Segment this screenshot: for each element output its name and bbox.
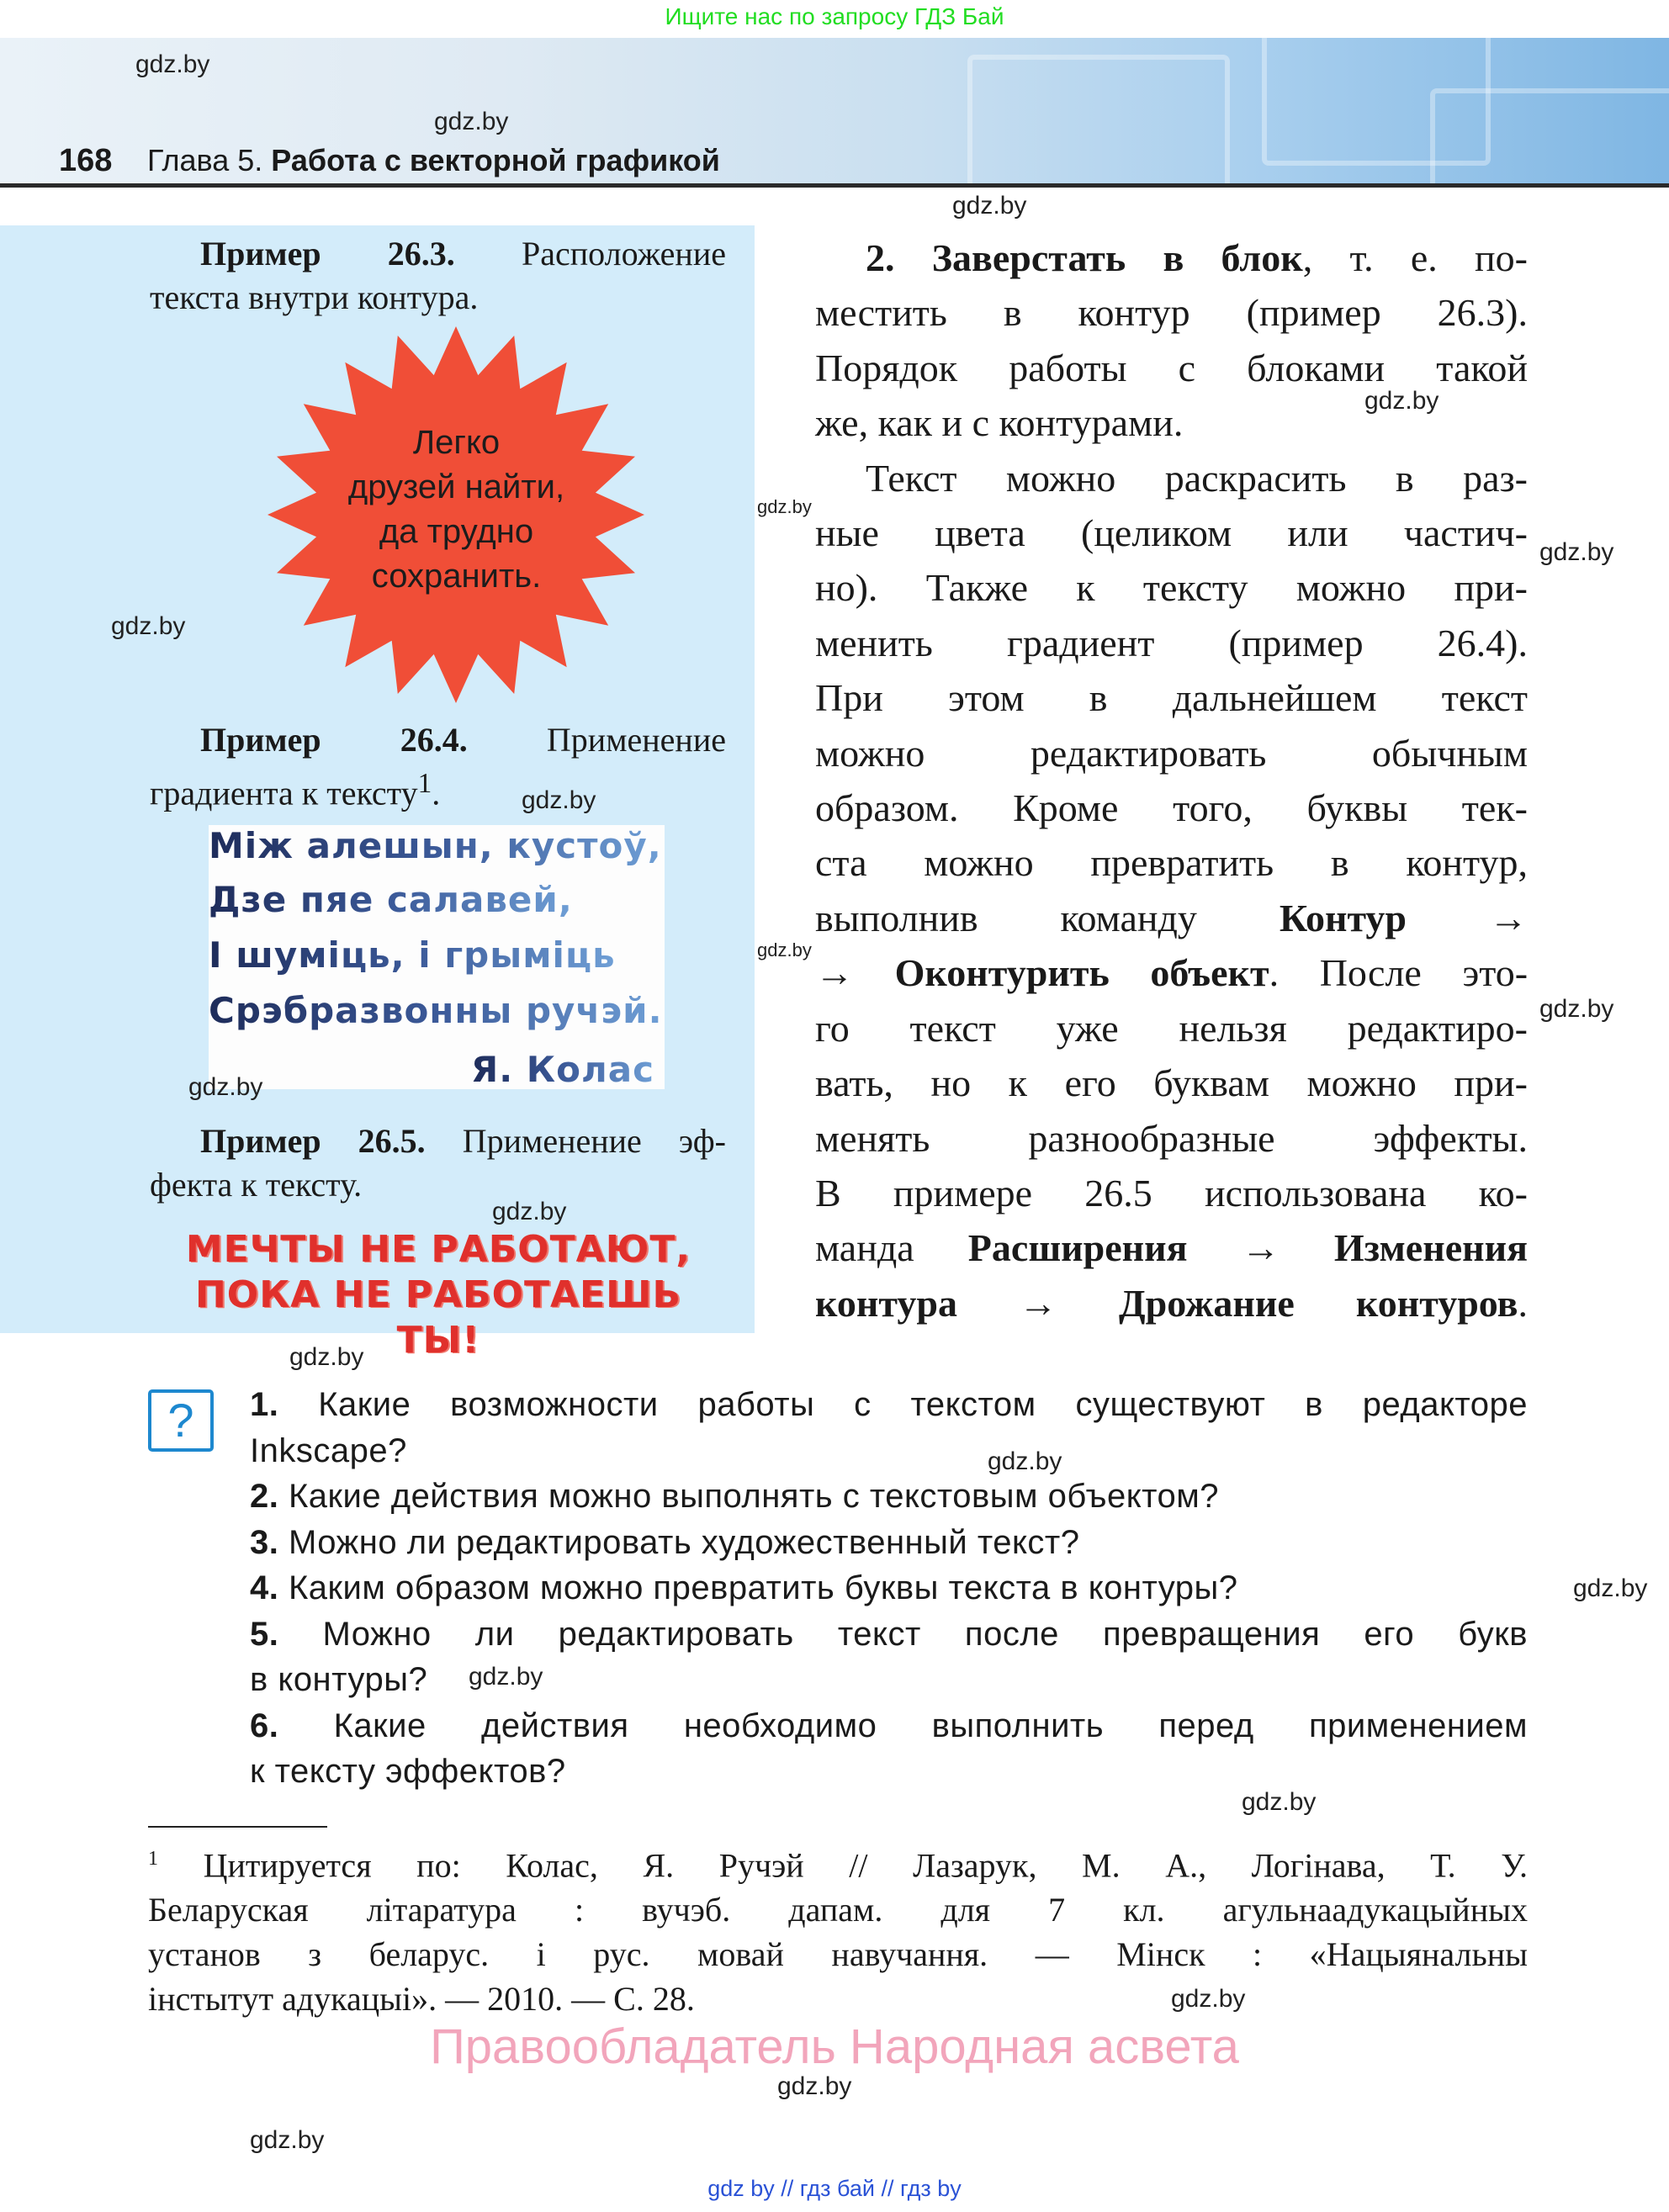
text-line — [148, 1887, 1528, 1932]
watermark: gdz.by — [289, 1343, 364, 1371]
text-segment: . После это- — [1269, 951, 1529, 995]
text-line — [815, 285, 1528, 340]
bold-term: 2. — [250, 1478, 279, 1515]
text-line — [250, 1382, 1528, 1428]
text-segment: Какие возможности работы с текстом существуют в редакторе — [278, 1386, 1528, 1423]
text-segment: Беларуская літаратура : вучэб. дапам. для 7 кл. агульнаадукацыйных — [148, 1891, 1528, 1929]
search-hint-banner: Ищите нас по запросу ГДЗ Бай — [665, 3, 1004, 29]
watermark: gdz.by — [757, 939, 812, 960]
text-segment: інстытут адукацыі». — 2010. — С. 28. — [148, 1980, 695, 2019]
text-segment: менить градиент (пример 26.4). — [815, 621, 1528, 664]
text-segment: Можно ли редактировать художественный текст? — [278, 1523, 1080, 1561]
watermark: gdz.by — [1539, 995, 1614, 1023]
text-segment: → — [815, 951, 895, 995]
text-line — [250, 1428, 407, 1474]
text-line — [815, 1276, 1528, 1331]
text-line — [148, 1932, 1528, 1977]
text-line — [815, 1220, 1528, 1275]
footnote-divider — [148, 1826, 327, 1828]
poem-line: Срэбразвонны ручэй. — [209, 990, 663, 1031]
bold-term: Контур — [1279, 896, 1407, 939]
text-segment: выполнив команду — [815, 896, 1280, 939]
example-26-3-caption — [150, 232, 726, 320]
watermark: gdz.by — [111, 612, 186, 640]
watermark: gdz.by — [1364, 387, 1439, 415]
watermark: gdz.by — [757, 496, 812, 517]
text-segment: манда — [815, 1226, 968, 1270]
poem-line: Дзе пяе салавей, — [209, 879, 573, 920]
text-line — [150, 232, 726, 276]
bold-term: Пример 26.3. — [200, 235, 455, 273]
bold-term: 2. Заверстать в блок — [866, 236, 1303, 279]
text-line — [815, 560, 1528, 615]
effect-line: ПОКА НЕ РАБОТАЕШЬ ТЫ! — [194, 1273, 682, 1362]
text-line — [815, 1056, 1528, 1110]
bold-term: Пример 26.5. — [200, 1122, 426, 1160]
text-segment: Каким образом можно превратить буквы текста в контуры? — [278, 1569, 1238, 1606]
text-line — [250, 1611, 1528, 1658]
text-segment: местить в контур (пример 26.3). — [815, 291, 1528, 335]
text-segment: Какие действия можно выполнять с текстовым объектом? — [278, 1478, 1220, 1515]
text-segment: Текст можно раскрасить в раз- — [866, 456, 1528, 500]
text-line — [815, 616, 1528, 670]
text-line — [815, 670, 1528, 725]
watermark: gdz.by — [988, 1447, 1062, 1475]
poem-line: І шуміць, і грыміць — [209, 934, 616, 976]
text-segment: Порядок работы с блоками такой — [815, 346, 1528, 389]
text-segment: к тексту эффектов? — [250, 1753, 566, 1790]
text-segment: . — [432, 774, 441, 812]
text-line — [250, 1703, 1528, 1749]
rights-holder-watermark: Правообладатель Народная асвета — [430, 2019, 1239, 2074]
text-segment: Какие действия необходимо выполнить перед применением — [278, 1707, 1528, 1744]
text-segment: . — [1518, 1281, 1528, 1325]
star-text-line: Легко — [412, 424, 501, 461]
text-segment: Цитируется по: Колас, Я. Ручэй // Лазарук, М. А., Логінава, Т. У. — [158, 1846, 1528, 1885]
text-segment: же, как и с контурами. — [815, 401, 1184, 445]
chapter-title — [147, 143, 720, 178]
text-line — [150, 276, 478, 320]
poem-author: Я. Колас — [470, 1049, 654, 1090]
text-segment: В примере 26.5 использована ко- — [815, 1171, 1528, 1214]
watermark: gdz.by — [250, 2126, 325, 2154]
text-segment: При этом в дальнейшем текст — [815, 676, 1528, 720]
header-divider — [0, 183, 1669, 188]
text-line — [250, 1520, 1080, 1566]
text-segment: Применение эф- — [425, 1122, 726, 1160]
text-line — [250, 1657, 427, 1703]
bold-term: 3. — [250, 1523, 279, 1561]
watermark: gdz.by — [469, 1663, 543, 1691]
text-line — [815, 945, 1528, 1000]
watermark: gdz.by — [952, 192, 1027, 220]
jitter-effect-text-image — [148, 1227, 729, 1363]
footnote-marker: 1 — [417, 768, 432, 799]
gradient-poem-image — [209, 825, 665, 1089]
chapter-name: Работа с векторной графикой — [271, 143, 720, 177]
example-26-4-caption — [150, 718, 726, 815]
text-segment: фекта к тексту. — [150, 1166, 363, 1204]
bottom-links[interactable]: gdz by // гдз бай // гдз by — [707, 2176, 962, 2201]
text-segment: вать, но к его буквам можно при- — [815, 1061, 1528, 1105]
bold-term: Дрожание контуров — [1118, 1281, 1518, 1325]
text-segment: можно редактировать обычным — [815, 731, 1528, 775]
text-line — [815, 1111, 1528, 1166]
star-text-line: друзей найти, — [347, 468, 565, 505]
text-line — [150, 718, 726, 762]
text-segment: Можно ли редактировать текст после превращения его букв — [278, 1615, 1528, 1653]
star-text-line: да трудно — [379, 513, 534, 550]
bold-term: 4. — [250, 1569, 279, 1606]
text-line — [815, 451, 1528, 505]
bold-term: Пример 26.4. — [200, 721, 468, 759]
watermark: gdz.by — [1539, 538, 1614, 566]
text-line — [148, 1977, 695, 2021]
text-segment: образом. Кроме того, буквы тек- — [815, 786, 1528, 830]
watermark: gdz.by — [492, 1198, 567, 1225]
text-line — [150, 762, 440, 815]
text-segment: Применение — [467, 721, 726, 759]
text-segment: установ з беларус. і рус. мовай навучання. — Мінск : «Нацыянальны — [148, 1935, 1528, 1974]
text-line — [815, 505, 1528, 560]
footnote — [148, 1837, 1528, 2021]
watermark: gdz.by — [434, 108, 509, 135]
watermark: gdz.by — [1242, 1788, 1317, 1816]
review-questions — [250, 1382, 1528, 1795]
example-26-5-caption — [150, 1119, 726, 1207]
text-segment: градиента к тексту — [150, 774, 418, 812]
text-segment: ста можно превратить в контур, — [815, 841, 1528, 885]
bold-term: 5. — [250, 1615, 279, 1653]
text-line — [148, 1837, 1528, 1887]
watermark: gdz.by — [1171, 1985, 1246, 2013]
text-segment: но). Также к тексту можно при- — [815, 566, 1528, 610]
text-segment: Расположение — [454, 235, 726, 273]
text-line — [815, 230, 1528, 285]
text-segment: → — [956, 1281, 1119, 1325]
text-segment: текста внутри контура. — [150, 278, 479, 316]
bold-term: Расширения — [967, 1226, 1188, 1270]
circuit-decoration — [1430, 88, 1669, 185]
text-line — [815, 395, 1183, 450]
watermark: gdz.by — [777, 2072, 852, 2100]
text-segment: ные цвета (целиком или частич- — [815, 511, 1528, 555]
question-icon: ? — [148, 1389, 214, 1452]
star-text-line: сохранить. — [371, 558, 542, 595]
bold-term: Изменения — [1333, 1226, 1529, 1270]
text-segment: , т. е. по- — [1302, 236, 1528, 279]
bold-term: контура — [815, 1281, 957, 1325]
text-segment: → — [1187, 1226, 1334, 1270]
bold-term: Оконтурить объект — [894, 951, 1269, 995]
watermark: gdz.by — [188, 1073, 263, 1101]
footnote-marker: 1 — [148, 1848, 158, 1870]
text-segment: го текст уже нельзя редактиро- — [815, 1006, 1528, 1050]
text-line — [150, 1163, 362, 1207]
text-segment: Inkscape? — [250, 1431, 407, 1469]
text-line — [250, 1749, 566, 1795]
poem-line: Між алешын, кустоў, — [209, 825, 662, 866]
text-line — [250, 1474, 1219, 1520]
effect-line: МЕЧТЫ НЕ РАБОТАЮТ, — [185, 1228, 691, 1271]
text-line — [815, 1166, 1528, 1220]
text-segment: в контуры? — [250, 1661, 428, 1698]
text-segment: менять разнообразные эффекты. — [815, 1116, 1528, 1160]
text-line — [815, 726, 1528, 781]
watermark: gdz.by — [135, 50, 210, 78]
star-text — [320, 421, 593, 599]
bold-term: 1. — [250, 1386, 279, 1423]
text-line — [815, 1001, 1528, 1056]
text-line — [815, 835, 1528, 890]
watermark: gdz.by — [522, 786, 596, 814]
text-line — [150, 1119, 726, 1163]
text-line — [815, 781, 1528, 835]
text-line — [250, 1565, 1238, 1611]
circuit-decoration — [967, 55, 1230, 185]
bold-term: 6. — [250, 1707, 279, 1744]
text-segment: → — [1407, 896, 1528, 939]
chapter-prefix: Глава 5. — [147, 143, 263, 177]
watermark: gdz.by — [1573, 1574, 1648, 1602]
page-number: 168 — [59, 143, 113, 178]
text-line — [815, 891, 1528, 945]
